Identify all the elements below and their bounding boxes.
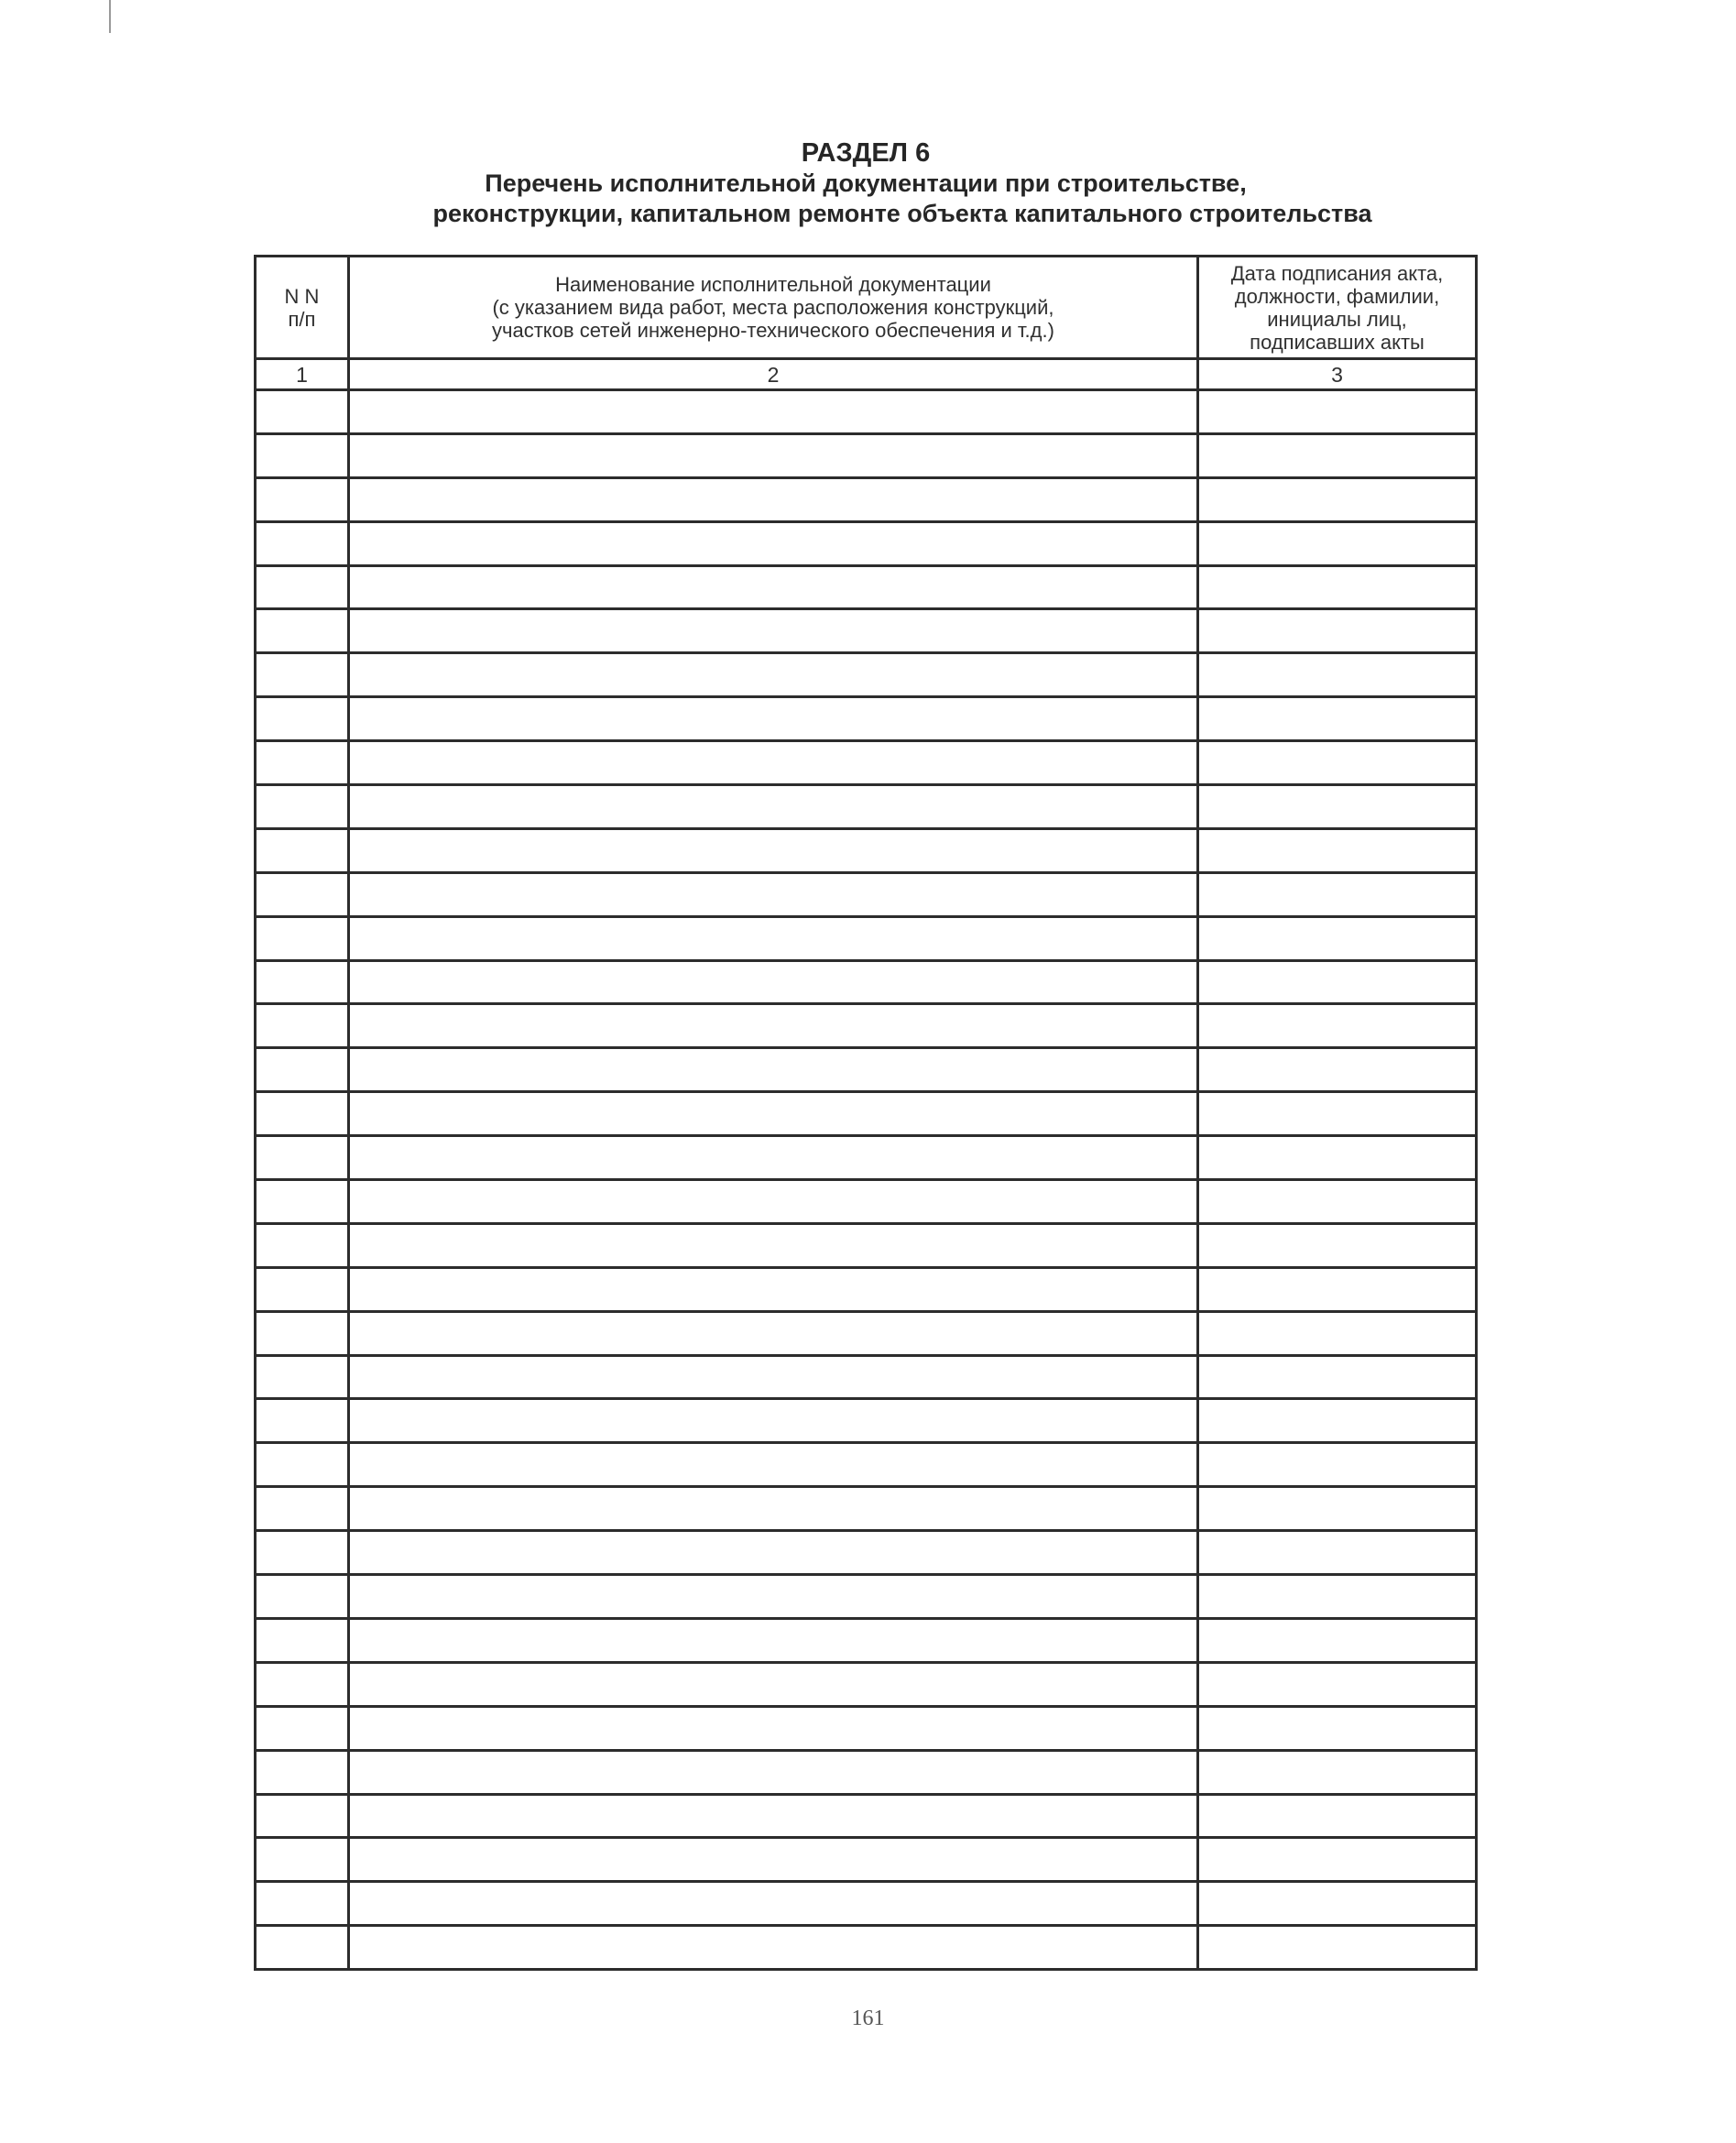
- cell-document-name[interactable]: [349, 1355, 1198, 1399]
- documentation-table: [254, 255, 1478, 1971]
- table-row: [256, 1092, 1477, 1136]
- cell-document-name[interactable]: [349, 1926, 1198, 1970]
- table-row: [256, 1311, 1477, 1355]
- column-header-signing-info: [1198, 257, 1477, 359]
- cell-signing-info[interactable]: [1198, 1355, 1477, 1399]
- table-row: [256, 1180, 1477, 1224]
- table-row: [256, 1575, 1477, 1619]
- table-row: [256, 653, 1477, 697]
- cell-number[interactable]: [256, 1794, 349, 1838]
- cell-number[interactable]: [256, 565, 349, 609]
- cell-document-name[interactable]: [349, 1618, 1198, 1662]
- cell-number[interactable]: [256, 1618, 349, 1662]
- page-number: 161: [851, 2006, 885, 2030]
- cell-document-name[interactable]: [349, 609, 1198, 653]
- cell-signing-info[interactable]: [1198, 1706, 1477, 1750]
- cell-document-name[interactable]: [349, 1399, 1198, 1443]
- table-row: [256, 1223, 1477, 1267]
- cell-document-name[interactable]: [349, 1575, 1198, 1619]
- table-row: [256, 828, 1477, 872]
- cell-signing-info[interactable]: [1198, 1223, 1477, 1267]
- table-row: [256, 1048, 1477, 1092]
- cell-number[interactable]: [256, 1487, 349, 1531]
- table-row: [256, 872, 1477, 916]
- cell-signing-info[interactable]: [1198, 653, 1477, 697]
- title-line-2: реконструкции, капитальном ремонте объекта капитального строительства: [432, 200, 1372, 227]
- cell-number[interactable]: [256, 1662, 349, 1706]
- column-number-3: 3: [1198, 359, 1477, 390]
- cell-document-name[interactable]: [349, 960, 1198, 1004]
- table-row: [256, 1487, 1477, 1531]
- table-row: [256, 1882, 1477, 1926]
- cell-document-name[interactable]: [349, 521, 1198, 565]
- cell-signing-info[interactable]: [1198, 1575, 1477, 1619]
- cell-signing-info[interactable]: [1198, 1487, 1477, 1531]
- table-row: [256, 477, 1477, 521]
- table-row: [256, 1004, 1477, 1048]
- column-header-document-name: [349, 257, 1198, 359]
- cell-number[interactable]: [256, 1838, 349, 1882]
- cell-number[interactable]: [256, 1267, 349, 1311]
- table-row: [256, 1926, 1477, 1970]
- crop-mark: [109, 0, 111, 33]
- table-row: [256, 1706, 1477, 1750]
- cell-document-name[interactable]: [349, 1136, 1198, 1180]
- cell-document-name[interactable]: [349, 477, 1198, 521]
- header-line: Дата подписания акта,: [1230, 261, 1444, 285]
- cell-signing-info[interactable]: [1198, 1180, 1477, 1224]
- cell-document-name[interactable]: [349, 1311, 1198, 1355]
- table-row: [256, 697, 1477, 741]
- table-row: [256, 1267, 1477, 1311]
- cell-number[interactable]: [256, 697, 349, 741]
- cell-document-name[interactable]: [349, 1750, 1198, 1794]
- cell-document-name[interactable]: [349, 1487, 1198, 1531]
- cell-number[interactable]: [256, 521, 349, 565]
- table-row: [256, 565, 1477, 609]
- table-row: [256, 1618, 1477, 1662]
- table-row: [256, 1443, 1477, 1487]
- table-row: [256, 1355, 1477, 1399]
- cell-document-name[interactable]: [349, 697, 1198, 741]
- table-row: [256, 433, 1477, 477]
- header-line: должности, фамилии,: [1234, 284, 1440, 308]
- header-line: п/п: [288, 307, 316, 331]
- cell-document-name[interactable]: [349, 1180, 1198, 1224]
- table-row: [256, 521, 1477, 565]
- cell-signing-info[interactable]: [1198, 390, 1477, 434]
- cell-document-name[interactable]: [349, 1531, 1198, 1575]
- cell-document-name[interactable]: [349, 1882, 1198, 1926]
- cell-number[interactable]: [256, 1355, 349, 1399]
- cell-signing-info[interactable]: [1198, 1531, 1477, 1575]
- cell-number[interactable]: [256, 1136, 349, 1180]
- cell-signing-info[interactable]: [1198, 1662, 1477, 1706]
- table-row: [256, 916, 1477, 960]
- cell-number[interactable]: [256, 1311, 349, 1355]
- table-row: [256, 741, 1477, 785]
- table-row: [256, 609, 1477, 653]
- table-row: [256, 1838, 1477, 1882]
- header-line: Наименование исполнительной документации: [555, 273, 991, 296]
- header-line: участков сетей инженерно-технического обеспечения и т.д.): [492, 319, 1054, 342]
- cell-signing-info[interactable]: [1198, 828, 1477, 872]
- cell-document-name[interactable]: [349, 565, 1198, 609]
- cell-document-name[interactable]: [349, 828, 1198, 872]
- header-row: [256, 257, 1477, 359]
- cell-document-name[interactable]: [349, 653, 1198, 697]
- cell-number[interactable]: [256, 916, 349, 960]
- cell-signing-info[interactable]: [1198, 1882, 1477, 1926]
- cell-signing-info[interactable]: [1198, 565, 1477, 609]
- cell-document-name[interactable]: [349, 741, 1198, 785]
- cell-number[interactable]: [256, 1092, 349, 1136]
- cell-number[interactable]: [256, 1004, 349, 1048]
- table-row: [256, 1662, 1477, 1706]
- table-row: [256, 1750, 1477, 1794]
- cell-signing-info[interactable]: [1198, 697, 1477, 741]
- cell-document-name[interactable]: [349, 872, 1198, 916]
- table-row: [256, 390, 1477, 434]
- cell-signing-info[interactable]: [1198, 1267, 1477, 1311]
- cell-document-name[interactable]: [349, 1662, 1198, 1706]
- cell-signing-info[interactable]: [1198, 960, 1477, 1004]
- cell-number[interactable]: [256, 1443, 349, 1487]
- cell-number[interactable]: [256, 1706, 349, 1750]
- header-line: N N: [284, 284, 320, 308]
- cell-signing-info[interactable]: [1198, 785, 1477, 829]
- table-row: [256, 785, 1477, 829]
- table-row: [256, 1136, 1477, 1180]
- cell-signing-info[interactable]: [1198, 1048, 1477, 1092]
- cell-document-name[interactable]: [349, 390, 1198, 434]
- cell-signing-info[interactable]: [1198, 1399, 1477, 1443]
- header-line: (с указанием вида работ, места расположения конструкций,: [492, 296, 1054, 319]
- header-line: подписавших акты: [1250, 330, 1425, 354]
- cell-document-name[interactable]: [349, 1838, 1198, 1882]
- cell-number[interactable]: [256, 477, 349, 521]
- cell-signing-info[interactable]: [1198, 1794, 1477, 1838]
- column-number-row: [256, 359, 1477, 390]
- cell-document-name[interactable]: [349, 1092, 1198, 1136]
- cell-signing-info[interactable]: [1198, 477, 1477, 521]
- cell-number[interactable]: [256, 1750, 349, 1794]
- table-row: [256, 960, 1477, 1004]
- cell-signing-info[interactable]: [1198, 1618, 1477, 1662]
- cell-signing-info[interactable]: [1198, 1926, 1477, 1970]
- header-line: инициалы лиц,: [1267, 307, 1407, 331]
- cell-document-name[interactable]: [349, 1706, 1198, 1750]
- cell-signing-info[interactable]: [1198, 521, 1477, 565]
- cell-document-name[interactable]: [349, 1443, 1198, 1487]
- title-line-1: Перечень исполнительной документации при строительстве,: [485, 169, 1247, 197]
- cell-signing-info[interactable]: [1198, 872, 1477, 916]
- cell-document-name[interactable]: [349, 1267, 1198, 1311]
- cell-signing-info[interactable]: [1198, 916, 1477, 960]
- cell-number[interactable]: [256, 741, 349, 785]
- cell-document-name[interactable]: [349, 916, 1198, 960]
- cell-signing-info[interactable]: [1198, 1136, 1477, 1180]
- cell-number[interactable]: [256, 1223, 349, 1267]
- cell-number[interactable]: [256, 390, 349, 434]
- cell-document-name[interactable]: [349, 433, 1198, 477]
- column-number-2: 2: [349, 359, 1198, 390]
- cell-signing-info[interactable]: [1198, 741, 1477, 785]
- cell-number[interactable]: [256, 1180, 349, 1224]
- cell-number[interactable]: [256, 609, 349, 653]
- cell-number[interactable]: [256, 1531, 349, 1575]
- cell-document-name[interactable]: [349, 1223, 1198, 1267]
- cell-signing-info[interactable]: [1198, 1443, 1477, 1487]
- cell-number[interactable]: [256, 828, 349, 872]
- cell-document-name[interactable]: [349, 785, 1198, 829]
- cell-number[interactable]: [256, 1882, 349, 1926]
- cell-number[interactable]: [256, 1399, 349, 1443]
- cell-number[interactable]: [256, 1575, 349, 1619]
- cell-number[interactable]: [256, 872, 349, 916]
- cell-number[interactable]: [256, 785, 349, 829]
- cell-signing-info[interactable]: [1198, 1838, 1477, 1882]
- cell-signing-info[interactable]: [1198, 1311, 1477, 1355]
- cell-number[interactable]: [256, 960, 349, 1004]
- cell-number[interactable]: [256, 1926, 349, 1970]
- section-title: РАЗДЕЛ 6: [801, 138, 931, 168]
- cell-signing-info[interactable]: [1198, 609, 1477, 653]
- cell-signing-info[interactable]: [1198, 1092, 1477, 1136]
- cell-signing-info[interactable]: [1198, 1004, 1477, 1048]
- cell-signing-info[interactable]: [1198, 433, 1477, 477]
- column-number-1: 1: [256, 359, 349, 390]
- title-block: [257, 137, 1475, 229]
- cell-document-name[interactable]: [349, 1004, 1198, 1048]
- cell-number[interactable]: [256, 1048, 349, 1092]
- table-body: [256, 390, 1477, 1970]
- cell-number[interactable]: [256, 433, 349, 477]
- cell-document-name[interactable]: [349, 1794, 1198, 1838]
- table-row: [256, 1399, 1477, 1443]
- cell-number[interactable]: [256, 653, 349, 697]
- column-header-number: [256, 257, 349, 359]
- cell-signing-info[interactable]: [1198, 1750, 1477, 1794]
- cell-document-name[interactable]: [349, 1048, 1198, 1092]
- table-row: [256, 1794, 1477, 1838]
- table-row: [256, 1531, 1477, 1575]
